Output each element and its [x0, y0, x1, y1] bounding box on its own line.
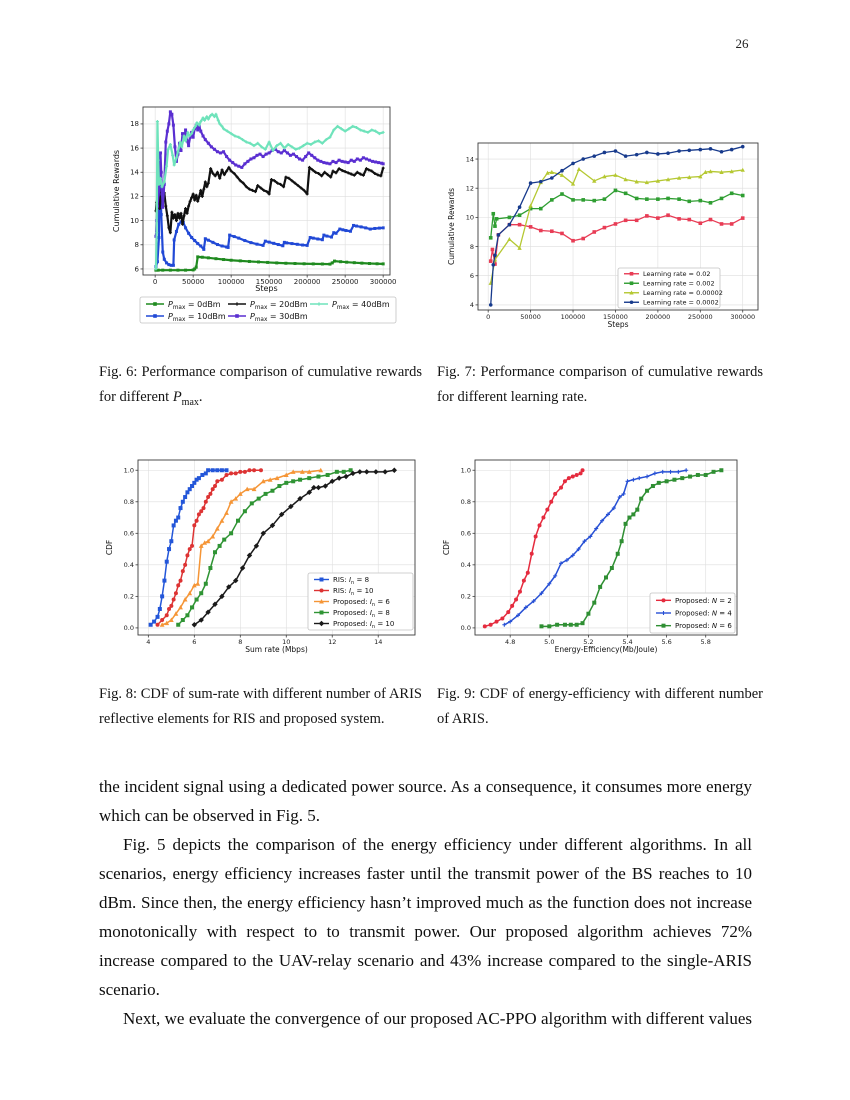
svg-text:Steps: Steps [607, 320, 629, 329]
svg-text:10: 10 [130, 216, 139, 225]
svg-text:0.4: 0.4 [123, 561, 134, 570]
svg-text:50000: 50000 [182, 278, 205, 286]
svg-text:16: 16 [130, 144, 139, 153]
svg-text:8: 8 [469, 242, 474, 251]
svg-text:0: 0 [152, 278, 158, 286]
svg-text:CDF: CDF [442, 539, 451, 556]
svg-text:8: 8 [238, 638, 243, 646]
svg-text:250000: 250000 [687, 313, 713, 321]
svg-text:14: 14 [374, 638, 383, 646]
svg-text:0.2: 0.2 [460, 592, 471, 601]
svg-text:8: 8 [134, 241, 139, 250]
svg-text:4.8: 4.8 [505, 638, 516, 646]
svg-text:Steps: Steps [255, 284, 278, 293]
fig6-caption-text: Fig. 6: Performance comparison of cumulative rewards for different [99, 364, 422, 405]
svg-text:CDF: CDF [105, 539, 114, 556]
svg-text:Energy-Efficiency(Mb/Joule): Energy-Efficiency(Mb/Joule) [554, 645, 658, 654]
svg-text:12: 12 [465, 184, 474, 193]
svg-text:10: 10 [465, 213, 474, 222]
svg-text:100000: 100000 [560, 313, 586, 321]
svg-text:150000: 150000 [255, 278, 283, 286]
svg-text:5.6: 5.6 [661, 638, 672, 646]
fig7-cumulative-rewards-chart [440, 110, 772, 335]
svg-text:0: 0 [486, 313, 491, 321]
svg-text:Proposed: N = 4: Proposed: N = 4 [675, 609, 732, 618]
svg-text:4: 4 [469, 301, 474, 310]
svg-text:14: 14 [465, 155, 474, 164]
svg-text:Pmax = 30dBm: $P_{max} = 30dBm$ [250, 311, 308, 324]
svg-text:12: 12 [130, 192, 139, 201]
svg-text:18: 18 [130, 120, 139, 129]
svg-text:Learning rate = 0.00002: Learning rate = 0.00002 [643, 289, 723, 298]
paragraph-fig5-discussion: Fig. 5 depicts the comparison of the energy efficiency under different algorithms. In all scenarios, energy efficiency increases faster until the transmit power of the BS reaches to 10 dBm. Since then, the energy efficiency hasn’t improved much as the function does not increase monotonically with respect to to transmit power. Our proposed algorithm achieves 72% increase compared to the UAV-relay scenario and 43% increase compared to the single-ARIS scenario. [99, 835, 752, 999]
svg-text:250000: 250000 [331, 278, 359, 286]
body-text [99, 772, 752, 1033]
svg-text:Sum rate (Mbps): Sum rate (Mbps) [245, 645, 308, 654]
page-number: 26 [735, 36, 749, 51]
svg-text:0.4: 0.4 [460, 561, 471, 570]
fig9-energy-efficiency-cdf-chart [435, 450, 770, 662]
svg-text:0.0: 0.0 [460, 624, 471, 633]
svg-text:Cumulative Rewards: Cumulative Rewards [112, 149, 121, 233]
svg-text:6: 6 [469, 272, 474, 281]
fig6-caption-var: P [172, 389, 182, 405]
fig7-caption [437, 360, 763, 410]
fig7-caption-text: Fig. 7: Performance comparison of cumulative rewards for different learning rate. [437, 364, 763, 405]
svg-text:0.6: 0.6 [123, 529, 134, 538]
svg-text:100000: 100000 [217, 278, 245, 286]
fig8-caption [99, 682, 422, 732]
svg-text:4: 4 [146, 638, 151, 646]
paragraph-continuation: the incident signal using a dedicated power source. As a consequence, it consumes more energy which can be observed in Fig. 5. [99, 777, 752, 825]
fig9-caption [437, 682, 763, 732]
svg-text:1.0: 1.0 [460, 466, 471, 475]
svg-text:50000: 50000 [520, 313, 541, 321]
svg-text:Proposed: In = 6: Proposed: $I_n = 6$ [333, 598, 390, 608]
svg-text:5.8: 5.8 [700, 638, 711, 646]
svg-text:6: 6 [134, 265, 139, 274]
svg-text:Proposed: In = 8: Proposed: $I_n = 8$ [333, 609, 390, 619]
fig8-caption-text: Fig. 8: CDF of sum-rate with different number of ARIS reflective elements for RIS and proposed system. [99, 686, 422, 727]
svg-text:0.0: 0.0 [123, 624, 134, 633]
svg-text:Pmax = 40dBm: $P_{max} = 40dBm$ [332, 299, 390, 312]
svg-text:Proposed: In = 10: Proposed: $I_n = 10$ [333, 620, 395, 630]
svg-text:Cumulative Rewards: Cumulative Rewards [447, 187, 456, 266]
svg-text:1.0: 1.0 [123, 466, 134, 475]
svg-text:300000: 300000 [730, 313, 756, 321]
svg-text:Pmax = 10dBm: $P_{max} = 10dBm$ [168, 311, 226, 324]
fig9-caption-text: Fig. 9: CDF of energy-efficiency with different number of ARIS. [437, 686, 763, 727]
fig8-sum-rate-cdf-chart [95, 450, 425, 662]
svg-text:Learning rate = 0.0002: Learning rate = 0.0002 [643, 298, 719, 307]
svg-text:Learning rate = 0.002: Learning rate = 0.002 [643, 279, 715, 288]
svg-text:RIS: In = 10: RIS: $I_n = 10$ [333, 587, 374, 597]
paragraph-next-evaluation: Next, we evaluate the convergence of our proposed AC-PPO algorithm with different values [123, 1009, 752, 1028]
svg-text:Proposed: N = 2: Proposed: N = 2 [675, 596, 732, 605]
svg-text:200000: 200000 [293, 278, 321, 286]
fig6-caption-post: . [198, 389, 203, 405]
svg-text:300000: 300000 [369, 278, 397, 286]
fig6-caption-sub: max [181, 396, 199, 408]
svg-text:5.2: 5.2 [583, 638, 594, 646]
svg-text:10: 10 [282, 638, 291, 646]
svg-text:6: 6 [192, 638, 197, 646]
svg-text:5.4: 5.4 [622, 638, 633, 646]
svg-text:RIS: In = 8: RIS: $I_n = 8$ [333, 576, 370, 586]
svg-text:0.8: 0.8 [460, 498, 471, 507]
svg-text:0.6: 0.6 [460, 529, 471, 538]
svg-text:14: 14 [130, 168, 139, 177]
svg-text:5.0: 5.0 [544, 638, 555, 646]
svg-text:0.2: 0.2 [123, 592, 134, 601]
svg-text:12: 12 [328, 638, 337, 646]
svg-text:150000: 150000 [603, 313, 628, 321]
svg-text:200000: 200000 [645, 313, 671, 321]
svg-text:Pmax = 20dBm: $P_{max} = 20dBm$ [250, 299, 308, 312]
svg-text:Proposed: N = 6: Proposed: N = 6 [675, 622, 732, 631]
svg-text:Pmax = 0dBm: $P_{max} = 0dBm$ [168, 299, 221, 312]
svg-text:0.8: 0.8 [123, 498, 134, 507]
fig6-caption [99, 360, 422, 415]
fig6-cumulative-rewards-chart [100, 95, 410, 327]
svg-text:Learning rate = 0.02: Learning rate = 0.02 [643, 270, 711, 279]
